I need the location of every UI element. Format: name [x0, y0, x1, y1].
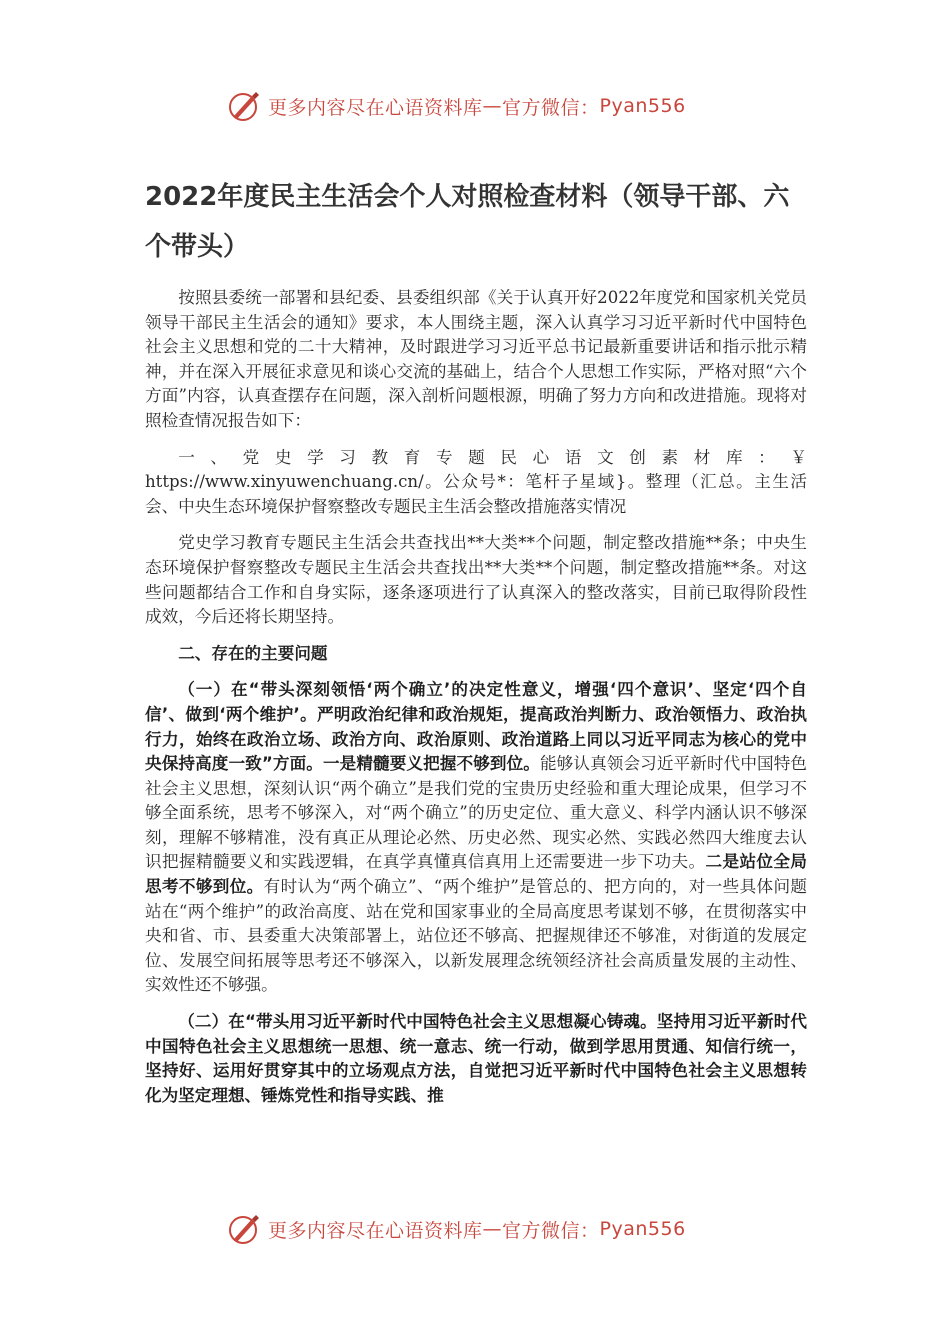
- watermark-footer: [226, 1209, 686, 1249]
- watermark-wechat-id: Pyan556: [599, 1218, 686, 1240]
- section1-link[interactable]: ￥ https://www.xinyuwenchuang.cn/: [145, 447, 807, 492]
- watermark-main-text: 更多内容尽在心语资料库: [268, 96, 483, 119]
- document-title: 2022年度民主生活会个人对照检查材料（领导干部、六个带头）: [145, 182, 790, 262]
- item1-bold2: 二是站位全局思考不够到位。: [145, 852, 807, 897]
- section2-heading: 二、存在的主要问题: [178, 643, 328, 663]
- section1-rest: 。公众号*：笔杆子星域}。整理（汇总。主生活会、中央生态环境保护督察整改专题民主生活会整改措施落实情况: [145, 472, 807, 516]
- item2-bold-lead: （二）在“带头用习近平新时代中国特色社会主义思想凝心铸魂。坚持用习近平新时代中国特色社会主义思想统一思想、统一意志、统一行动，做到学思用贯通、知信行统一，坚持好、运用好贯穿其中的立场观点方法，自觉把习近平新时代中国特色社会主义思想转化为坚定理想、锤炼党性和指导实践、推: [145, 1012, 807, 1105]
- document-body: [145, 172, 807, 1120]
- item2-paragraph: [145, 1010, 807, 1108]
- watermark-dash: —: [482, 1218, 503, 1240]
- watermark-sub-text: 官方微信：: [502, 96, 600, 119]
- pen-circle-logo-icon: [226, 88, 262, 124]
- item1-paragraph: [145, 678, 807, 998]
- item1-text2: 有时认为“两个确立”、“两个维护”是管总的、把方向的，对一些具体问题站在“两个维护”的政治高度、站在党和国家事业的全局高度思考谋划不够，在贯彻落实中央和省、市、县委重大决策部署上，站位还不够高、把握规律还不够准，对街道的发展定位、发展空间拓展等思考还不够深入，以新发展理念统领经济社会高质量发展的主动性、实效性还不够强。: [145, 877, 807, 995]
- intro-paragraph: 按照县委统一部署和县纪委、县委组织部《关于认真开好2022年度党和国家机关党员领导干部民主生活会的通知》要求，本人围绕主题，深入认真学习习近平新时代中国特色社会主义思想和党的二十大精神，及时跟进学习习近平总书记最新重要讲话和指示批示精神，并在深入开展征求意见和谈心交流的基础上，结合个人思想工作实际，严格对照“六个方面”内容，认真查摆存在问题，深入剖析问题根源，明确了努力方向和改进措施。现将对照检查情况报告如下：: [145, 288, 807, 430]
- item1-text1: 能够认真领会习近平新时代中国特色社会主义思想，深刻认识“两个确立”是我们党的宝贵历史经验和重大理论成果，但学习不够全面系统，思考不够深入，对“两个确立”的历史定位、重大意义、科学内涵认识不够深刻，理解不够精准，没有真正从理论必然、历史必然、现实必然、实践必然四大维度去认识把握精髓要义和实践逻辑，在真学真懂真信真用上还需要进一步下功夫。: [145, 754, 807, 872]
- section1-heading: [145, 446, 807, 520]
- watermark-sub-text: 官方微信：: [502, 1219, 600, 1242]
- section1-paragraph: 党史学习教育专题民主生活会共查找出**大类**个问题，制定整改措施**条；中央生态环境保护督察整改专题民主生活会共查找出**大类**个问题，制定整改措施**条。对这些问题都结合工作和自身实际，逐条逐项进行了认真深入的整改落实，目前已取得阶段性成效，今后还将长期坚持。: [145, 533, 807, 627]
- watermark-dash: —: [482, 95, 503, 117]
- pen-circle-logo-icon: [226, 1211, 262, 1247]
- watermark-wechat-id: Pyan556: [599, 95, 686, 117]
- section1-prefix: 一、党史学习教育专题民心语文创素材库：: [178, 447, 791, 467]
- watermark-header: [226, 86, 686, 126]
- item1-bold-lead: （一）在“带头深刻领悟‘两个确立’的决定性意义，增强‘四个意识’、坚定‘四个自信’、做到‘两个维护’。严明政治纪律和政治规矩，提高政治判断力、政治领悟力、政治执行力，始终在政治立场、政治方向、政治原则、政治道路上同以习近平同志为核心的党中央保持高度一致”方面。一是精髓要义把握不够到位。: [145, 680, 807, 774]
- watermark-main-text: 更多内容尽在心语资料库: [268, 1219, 483, 1242]
